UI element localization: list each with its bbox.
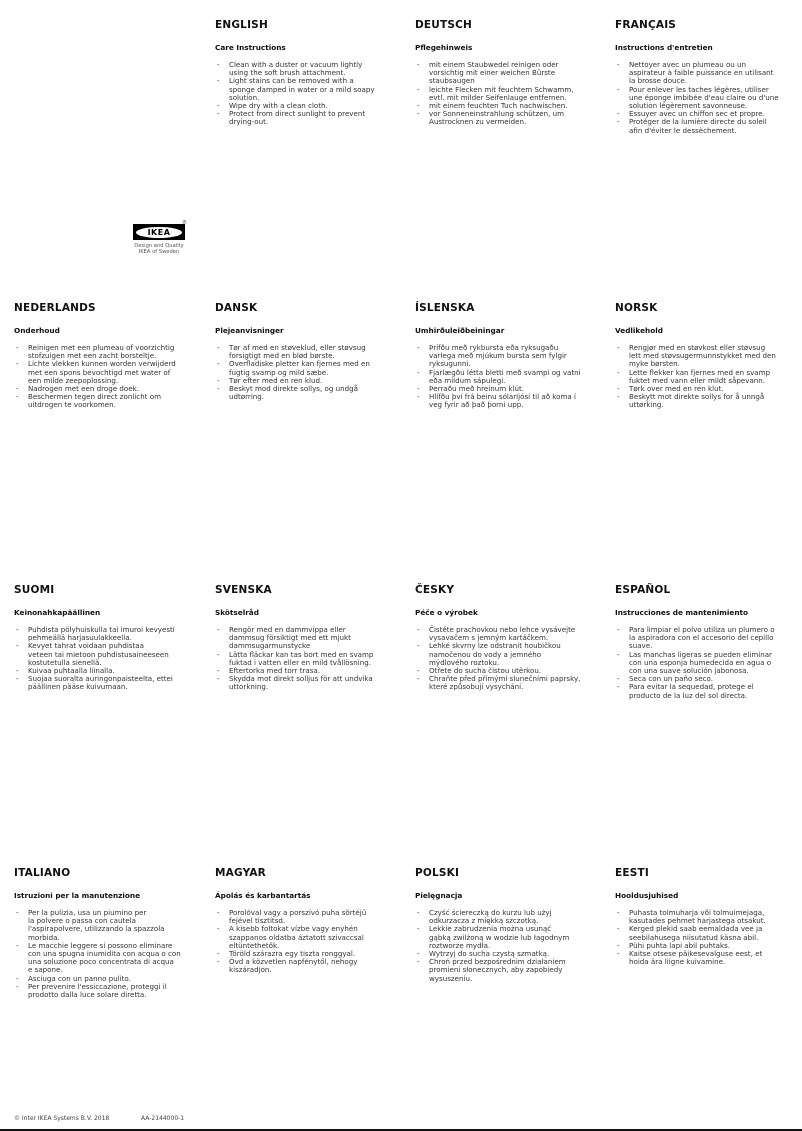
section-subtitle: Care Instructions	[215, 43, 286, 52]
care-section-français	[615, 19, 802, 135]
care-section-svenska	[215, 584, 407, 692]
language-heading: ITALIANO	[14, 867, 71, 879]
ikea-wordmark: IKEA	[136, 227, 182, 238]
instruction-list	[14, 909, 206, 999]
section-subtitle: Umhirðuleiðbeiningar	[415, 326, 505, 335]
instruction-list	[415, 626, 607, 692]
section-subtitle: Skötselråd	[215, 608, 259, 617]
section-subtitle: Péče o výrobek	[415, 608, 478, 617]
instruction-item: - Kevyet tahrat voidaan puhdistaa veteen tai mietoon puhdistusaineeseen kostutetulla sienellä.	[14, 642, 206, 667]
section-subtitle: Pflegehinweis	[415, 43, 473, 52]
language-heading: MAGYAR	[215, 867, 266, 879]
instruction-item: - Protect from direct sunlight to prevent drying-out.	[215, 110, 407, 126]
language-heading: ENGLISH	[215, 19, 268, 31]
instruction-item: - Las manchas ligeras se pueden eliminar con una esponja humedecida en agua o con una suave solución jabonosa.	[615, 651, 802, 676]
instruction-item: - Lekkie zabrudzenia można usunąć gąbką zwilżoną w wodzie lub łagodnym roztworze mydła.	[415, 925, 607, 950]
instruction-item: - Para limpiar el polvo utiliza un plumero o la aspiradora con el accesorio del cepillo suave.	[615, 626, 802, 651]
section-subtitle: Vedlikehold	[615, 326, 663, 335]
instruction-list	[215, 61, 407, 127]
instruction-item: - Tørk over med en ren klut.	[615, 385, 802, 393]
language-heading: DEUTSCH	[415, 19, 473, 31]
instruction-item: - Puhdista pölyhuiskulla tai imuroi kevyesti pehmeällä harjasuulakkeella.	[14, 626, 206, 642]
instruction-item: - Porolóval vagy a porszívó puha sörtéjű fejével tisztítsd.	[215, 909, 407, 925]
instruction-item: - Tør efter med en ren klud.	[215, 377, 407, 385]
section-subtitle: Plejeanvisninger	[215, 326, 284, 335]
instruction-item: - Skydda mot direkt solljus för att undvika uttorkning.	[215, 675, 407, 691]
section-subtitle: Keinonahkapäällinen	[14, 608, 101, 617]
instruction-item: - Overfladiske pletter kan fjernes med en fugtig svamp og mild sæbe.	[215, 360, 407, 376]
care-section-italiano	[14, 867, 206, 999]
instruction-item: - Chraňte před přímými slunečními paprsky, které způsobují vysychání.	[415, 675, 607, 691]
instruction-item: - Óvd a közvetlen napfénytől, nehogy kiszáradjon.	[215, 958, 407, 974]
instruction-item: - Þrífðu með rykbursta eða ryksugaðu varlega með mjúkum bursta sem fylgir ryksugunni.	[415, 344, 607, 369]
instruction-list	[14, 626, 206, 692]
instruction-item: - Pühi puhta lapi abil puhtaks.	[615, 942, 802, 950]
language-heading: SUOMI	[14, 584, 55, 596]
instruction-list	[14, 344, 206, 410]
instruction-item: - Le macchie leggere si possono eliminare con una spugna inumidita con acqua o con una soluzione poco concentrata di acqua e sapone.	[14, 942, 206, 975]
instruction-list	[615, 626, 802, 700]
language-heading: EESTI	[615, 867, 649, 879]
instruction-item: - Pour enlever les taches légères, utiliser une éponge imbibée d'eau claire ou d'une solution légèrement savonneuse.	[615, 86, 802, 111]
instruction-item: - Lichte vlekken kunnen worden verwijderd met een spons bevochtigd met water of een milde zeepoplossing.	[14, 360, 206, 385]
instruction-item: - Kaitse otsese päikesevalguse eest, et hoida ära liigne kuivamine.	[615, 950, 802, 966]
ikea-logo	[127, 220, 191, 255]
instruction-item: - leichte Flecken mit feuchtem Schwamm, evtl. mit milder Seifenlauge entfernen.	[415, 86, 607, 102]
instruction-item: - Kuivaa puhtaalla liinalla.	[14, 667, 206, 675]
care-section-español	[615, 584, 802, 700]
instruction-list	[415, 61, 607, 127]
instruction-item: - Seca con un paño seco.	[615, 675, 802, 683]
instruction-item: - Lätta fläckar kan tas bort med en svamp fuktad i vatten eller en mild tvållösning.	[215, 651, 407, 667]
instruction-item: - Čistěte prachovkou nebo lehce vysávejte vysavačem s jemným kartáčkem.	[415, 626, 607, 642]
instruction-item: - A kisebb foltokat vízbe vagy enyhén szappanos oldatba áztatott szivaccsal eltüntethetők.	[215, 925, 407, 950]
language-heading: NORSK	[615, 302, 658, 314]
section-subtitle: Pielęgnacja	[415, 891, 463, 900]
instruction-item: - Asciuga con un panno pulito.	[14, 975, 206, 983]
language-heading: FRANÇAIS	[615, 19, 677, 31]
registered-mark: ®	[182, 220, 187, 226]
instruction-item: - Nettoyer avec un plumeau ou un aspirateur à faible puissance en utilisant la brosse douce.	[615, 61, 802, 86]
logo-tagline-1: Design and Quality	[134, 243, 184, 249]
instruction-list	[615, 344, 802, 410]
care-section-english	[215, 19, 407, 127]
instruction-item: - mit einem Staubwedel reinigen oder vorsichtig mit einer weichen Bürste staubsaugen	[415, 61, 607, 86]
instruction-item: - Eftertorka med torr trasa.	[215, 667, 407, 675]
instruction-item: - Beskyt mod direkte sollys, og undgå udtørring.	[215, 385, 407, 401]
care-section-magyar	[215, 867, 407, 975]
language-heading: ČESKY	[415, 584, 455, 596]
language-heading: ÍSLENSKA	[415, 302, 475, 314]
instruction-item: - Clean with a duster or vacuum lightly using the soft brush attachment.	[215, 61, 407, 77]
instruction-item: - Rengör med en dammvippa eller dammsug försiktigt med ett mjukt dammsugarmunstycke	[215, 626, 407, 651]
ikea-wordmark-box	[133, 220, 187, 240]
instruction-item: - Wipe dry with a clean cloth.	[215, 102, 407, 110]
language-heading: NEDERLANDS	[14, 302, 96, 314]
care-section-suomi	[14, 584, 206, 692]
instruction-item: - Per la pulizia, usa un piumino per la polvere o passa con cautela l'aspirapolvere, utilizzando la spazzola morbida.	[14, 909, 206, 942]
instruction-item: - Wytrzyj do sucha czystą szmatką.	[415, 950, 607, 958]
language-heading: POLSKI	[415, 867, 460, 879]
instruction-item: - Suojaa suoralta auringonpaisteelta, ettei päällinen pääse kuivumaan.	[14, 675, 206, 691]
section-subtitle: Istruzioni per la manutenzione	[14, 891, 141, 900]
care-section-nederlands	[14, 302, 206, 410]
section-subtitle: Hooldusjuhised	[615, 891, 679, 900]
instruction-list	[415, 909, 607, 983]
logo-tagline-2: IKEA of Sweden	[138, 249, 180, 255]
instruction-item: - Tør af med en støveklud, eller støvsug forsigtigt med en blød børste.	[215, 344, 407, 360]
instruction-item: - Nadrogen met een droge doek.	[14, 385, 206, 393]
copyright: © Inter IKEA Systems B.V. 2018	[14, 1115, 110, 1122]
section-subtitle: Ápolás és karbantartás	[215, 891, 311, 900]
language-heading: DANSK	[215, 302, 258, 314]
instruction-item: - Para evitar la sequedad, protege el producto de la luz del sol directa.	[615, 683, 802, 699]
instruction-item: - Beschermen tegen direct zonlicht om uitdrogen te voorkomen.	[14, 393, 206, 409]
instruction-item: - Þerraðu með hreinum klút.	[415, 385, 607, 393]
instruction-item: - Beskytt mot direkte sollys for å unngå uttørking.	[615, 393, 802, 409]
instruction-item: - Töröld szárazra egy tiszta ronggyal.	[215, 950, 407, 958]
care-section-eesti	[615, 867, 802, 966]
section-subtitle: Onderhoud	[14, 326, 60, 335]
instruction-item: - Otřete do sucha čistou utěrkou.	[415, 667, 607, 675]
instruction-item: - Per prevenire l'essiccazione, proteggi il prodotto dalla luce solare diretta.	[14, 983, 206, 999]
care-section-dansk	[215, 302, 407, 401]
section-subtitle: Instructions d'entretien	[615, 43, 713, 52]
instruction-list	[415, 344, 607, 410]
care-section-deutsch	[415, 19, 607, 127]
instruction-list	[615, 909, 802, 966]
instruction-list	[215, 909, 407, 975]
care-section-íslenska	[415, 302, 607, 410]
instruction-list	[215, 344, 407, 401]
document-id: AA-2144000-1	[141, 1115, 185, 1122]
instruction-item: - Hlífðu því frá beinu sólarljósi til að koma í veg fyrir að það þorni upp.	[415, 393, 607, 409]
instruction-item: - Kerged plekid saab eemaldada vee ja seebilahusega niisutatud käsna abil.	[615, 925, 802, 941]
instruction-item: - Lette flekker kan fjernes med en svamp fuktet med vann eller mildt såpevann.	[615, 369, 802, 385]
instruction-item: - Light stains can be removed with a sponge damped in water or a mild soapy solution.	[215, 77, 407, 102]
instruction-item: - vor Sonneneinstrahlung schützen, um Austrocknen zu vermeiden.	[415, 110, 607, 126]
section-subtitle: Instrucciones de mantenimiento	[615, 608, 749, 617]
instruction-item: - Fjarlægðu létta bletti með svampi og vatni eða mildum sápulegi.	[415, 369, 607, 385]
instruction-item: - Essuyer avec un chiffon sec et propre.	[615, 110, 802, 118]
instruction-item: - Protéger de la lumière directe du soleil afin d'éviter le dessèchement.	[615, 118, 802, 134]
instruction-item: - Lehké skvrny lze odstranit houbičkou namočenou do vody a jemného mýdlového roztoku.	[415, 642, 607, 667]
care-section-norsk	[615, 302, 802, 410]
instruction-item: - Czyść ściereczką do kurzu lub użyj odkurzacza z miękką szczotką.	[415, 909, 607, 925]
instruction-item: - Reinigen met een plumeau of voorzichtig stofzuigen met een zacht borsteltje.	[14, 344, 206, 360]
language-heading: ESPAÑOL	[615, 584, 671, 596]
care-section-česky	[415, 584, 607, 692]
instruction-item: - mit einem feuchten Tuch nachwischen.	[415, 102, 607, 110]
instruction-item: - Rengjør med en støvkost eller støvsug lett med støvsugermunnstykket med den myke børsten.	[615, 344, 802, 369]
instruction-list	[215, 626, 407, 692]
instruction-list	[615, 61, 802, 135]
instruction-item: - Chroń przed bezpośrednim działaniem promieni słonecznych, aby zapobiedy wysuszeniu.	[415, 958, 607, 983]
care-section-polski	[415, 867, 607, 983]
instruction-item: - Puhasta tolmuharja või tolmuimejaga, kasutades pehmet harjastega otsakut.	[615, 909, 802, 925]
language-heading: SVENSKA	[215, 584, 272, 596]
